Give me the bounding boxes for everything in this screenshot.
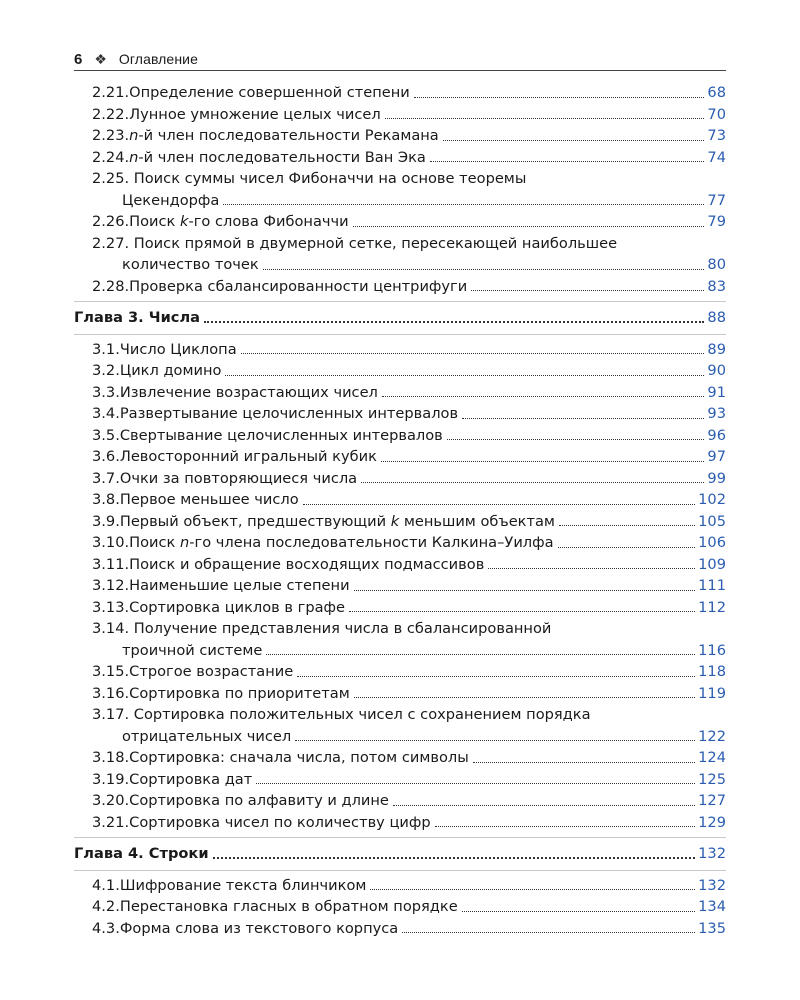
toc-entry[interactable]	[74, 875, 726, 897]
entry-title	[120, 468, 357, 490]
entry-title-wrap	[129, 211, 707, 233]
entry-title-text: Перестановка гласных в обратном порядке	[119, 898, 458, 915]
entry-number: 3.12.	[92, 577, 130, 594]
entry-title-variable: k	[390, 512, 400, 530]
entry-page-number[interactable]: 77	[707, 191, 726, 209]
toc-entry[interactable]	[74, 661, 726, 683]
entry-page-number[interactable]: 122	[698, 727, 726, 745]
entry-number: 3.21.	[92, 813, 130, 831]
toc-entry[interactable]	[74, 125, 726, 147]
entry-number: 2.26.	[92, 213, 130, 230]
entry-number: 3.19.	[92, 770, 130, 788]
entry-page-number[interactable]: 111	[698, 577, 726, 594]
entry-title-text: Лунное умножение целых чисел	[129, 105, 381, 123]
entry-page-number[interactable]: 80	[707, 256, 726, 273]
entry-title-wrap	[120, 425, 708, 447]
toc-entry[interactable]	[74, 554, 726, 576]
entry-title-text: Форма слова из текстового корпуса	[119, 919, 399, 937]
entry-title	[129, 532, 553, 554]
toc-entry-first-line	[92, 168, 726, 190]
entry-page-number[interactable]: 109	[698, 555, 726, 573]
toc-entry[interactable]	[74, 812, 726, 834]
entry-number: 3.6.	[92, 448, 120, 465]
entry-page-number[interactable]: 105	[698, 512, 726, 530]
entry-title	[129, 82, 410, 104]
dot-leader	[559, 525, 695, 526]
dot-leader	[204, 321, 704, 323]
entry-title-wrap	[129, 683, 698, 705]
entry-title	[120, 382, 378, 404]
dot-leader	[354, 590, 696, 591]
entry-title-wrap	[129, 597, 698, 619]
entry-number: 3.14.	[92, 620, 130, 637]
entry-title	[129, 812, 430, 834]
toc-entry-second-line	[92, 254, 726, 276]
dot-leader	[443, 140, 705, 141]
dot-leader	[353, 226, 705, 227]
entry-page-number[interactable]: 118	[698, 663, 726, 680]
toc-entry[interactable]	[74, 468, 726, 490]
entry-page-number[interactable]: 119	[698, 684, 726, 702]
toc-entry[interactable]	[74, 276, 726, 298]
entry-number: 3.7.	[92, 469, 120, 487]
chapter-page-number[interactable]: 132	[698, 845, 726, 862]
entry-title	[129, 125, 439, 147]
entry-number: 2.22.	[92, 105, 130, 123]
entry-number: 3.8.	[92, 491, 120, 508]
toc-entry[interactable]	[74, 790, 726, 812]
entry-title-variable: n	[180, 534, 190, 551]
toc-entry[interactable]	[74, 360, 726, 382]
entry-title	[129, 276, 467, 298]
page-number: 6	[74, 50, 83, 68]
dot-leader	[303, 504, 695, 505]
dot-leader	[295, 740, 695, 741]
entry-page-number[interactable]: 129	[698, 813, 726, 831]
entry-title-text: -й член последовательности Рекамана	[138, 127, 439, 144]
entry-title-text: Число Циклопа	[119, 340, 237, 358]
entry-title	[120, 339, 237, 361]
entry-title-wrap	[120, 511, 698, 533]
dot-leader	[462, 418, 704, 419]
entry-title-wrap	[129, 104, 707, 126]
entry-title-wrap	[129, 125, 707, 147]
entry-title-variable: n	[129, 148, 139, 166]
entry-title-text: -го слова Фибоначчи	[188, 213, 349, 230]
entry-title	[129, 211, 348, 233]
entry-title-wrap	[129, 147, 707, 169]
entry-number: 3.2.	[92, 362, 120, 379]
entry-title-text: Сортировка чисел по количеству цифр	[129, 813, 431, 831]
running-title: Оглавление	[118, 51, 198, 67]
entry-title	[120, 446, 377, 468]
toc-entry[interactable]	[74, 425, 726, 447]
entry-title	[120, 896, 458, 918]
toc-entry[interactable]	[74, 918, 726, 940]
dot-leader	[462, 911, 695, 912]
entry-title-text: Проверка сбалансированности центрифуги	[129, 277, 468, 295]
entry-title-wrap	[120, 918, 698, 940]
dot-leader	[361, 482, 704, 483]
entry-title-wrap	[120, 382, 708, 404]
toc-entry[interactable]	[74, 403, 726, 425]
dot-leader	[402, 932, 695, 933]
entry-number: 3.1.	[92, 340, 120, 358]
entry-title-text: Первое меньшее число	[119, 491, 299, 508]
entry-number: 2.24.	[92, 148, 130, 166]
entry-title-wrap	[120, 339, 708, 361]
toc-entry[interactable]	[74, 683, 726, 705]
entry-title-line-2: отрицательных чисел	[122, 727, 292, 745]
entry-number: 2.21.	[92, 84, 130, 101]
toc-entry[interactable]	[74, 489, 726, 511]
entry-title	[120, 918, 398, 940]
entry-number: 3.20.	[92, 792, 130, 809]
entry-title-text: Поиск и обращение восходящих подмассивов	[129, 555, 485, 573]
entry-title-line-1: Получение представления числа в сбалансированной	[133, 620, 552, 637]
entry-title-wrap	[120, 446, 708, 468]
dot-leader	[435, 826, 696, 827]
entry-title-wrap	[129, 575, 698, 597]
entry-page-number[interactable]: 83	[707, 277, 726, 295]
entry-title	[129, 554, 484, 576]
entry-title-text: Свертывание целочисленных интервалов	[119, 426, 443, 444]
entry-number: 3.3.	[92, 383, 120, 401]
dot-leader	[382, 396, 705, 397]
entry-title-line-2: троичной системе	[122, 641, 263, 659]
toc-entry[interactable]	[74, 147, 726, 169]
chapter-title: Глава 4. Строки	[74, 845, 209, 862]
toc-entry[interactable]	[74, 769, 726, 791]
toc-entry[interactable]	[74, 597, 726, 619]
entry-title-wrap	[120, 468, 708, 490]
entry-title-prefix: Первый объект, предшествующий	[119, 512, 391, 530]
dot-leader	[213, 857, 696, 859]
dot-leader	[558, 547, 696, 548]
entry-title-line-1: Поиск прямой в двумерной сетке, пересекающей наибольшее	[133, 234, 618, 252]
entry-title-text: Очки за повторяющиеся числа	[119, 469, 358, 487]
entry-title-text: Сортировка циклов в графе	[129, 598, 345, 616]
toc-entry[interactable]	[74, 104, 726, 126]
toc-entry[interactable]	[74, 168, 726, 211]
entry-page-number[interactable]: 99	[707, 469, 726, 487]
entry-page-number[interactable]: 132	[698, 876, 726, 894]
entry-page-number[interactable]: 74	[707, 148, 726, 166]
entry-page-number[interactable]: 91	[707, 383, 726, 401]
dot-leader	[385, 118, 705, 119]
entry-title-line-1: Поиск суммы чисел Фибоначчи на основе теоремы	[133, 170, 527, 187]
chapter-title: Глава 3. Числа	[74, 309, 200, 326]
toc-entry-second-line	[92, 640, 726, 662]
dot-leader	[256, 783, 695, 784]
toc-section-chapter-3	[74, 339, 726, 834]
entry-title-wrap	[129, 661, 698, 683]
dot-leader	[471, 290, 704, 291]
entry-number: 3.16.	[92, 684, 130, 702]
entry-number: 3.13.	[92, 598, 130, 616]
entry-title-wrap	[120, 403, 708, 425]
entry-title	[120, 425, 443, 447]
toc-entry[interactable]	[74, 618, 726, 661]
entry-title-wrap	[129, 276, 707, 298]
toc-entry[interactable]	[74, 446, 726, 468]
toc-entry[interactable]	[74, 233, 726, 276]
toc-entry[interactable]	[74, 339, 726, 361]
dot-leader	[381, 461, 705, 462]
entry-number: 3.18.	[92, 749, 130, 766]
entry-title-text: Левосторонний игральный кубик	[119, 448, 377, 465]
entry-title-text: -й член последовательности Ван Эка	[138, 148, 426, 166]
toc-entry-first-line	[92, 618, 726, 640]
entry-title-wrap	[129, 769, 698, 791]
entry-number: 3.10.	[92, 534, 130, 551]
entry-title	[129, 747, 469, 769]
toc-entry-first-line	[92, 233, 726, 255]
entry-page-number[interactable]: 79	[707, 213, 726, 230]
entry-title	[129, 769, 252, 791]
dot-leader	[263, 269, 705, 270]
entry-title-text: Сортировка: сначала числа, потом символы	[129, 749, 469, 766]
entry-number: 3.9.	[92, 512, 120, 530]
entry-title	[129, 597, 345, 619]
entry-number: 2.27.	[92, 234, 130, 252]
entry-page-number[interactable]: 134	[698, 898, 726, 915]
toc-entry-second-line	[92, 726, 726, 748]
entry-page-number[interactable]: 97	[707, 448, 726, 465]
entry-page-number[interactable]: 90	[707, 362, 726, 379]
toc-entry[interactable]	[74, 82, 726, 104]
entry-title-prefix: Поиск	[129, 213, 181, 230]
entry-title	[129, 104, 381, 126]
toc-entry[interactable]	[74, 747, 726, 769]
dot-leader	[447, 439, 705, 440]
entry-title-text: Развертывание целочисленных интервалов	[119, 405, 459, 422]
dot-leader	[354, 697, 695, 698]
entry-title-text: Сортировка по алфавиту и длине	[129, 792, 389, 809]
entry-number: 3.4.	[92, 405, 120, 422]
entry-number: 3.17.	[92, 706, 130, 723]
table-of-contents	[74, 82, 726, 939]
entry-page-number[interactable]: 116	[698, 641, 726, 659]
entry-page-number[interactable]: 124	[698, 749, 726, 766]
dot-leader	[241, 353, 705, 354]
entry-title-text: Сортировка по приоритетам	[129, 684, 350, 702]
entry-title-wrap	[120, 875, 698, 897]
entry-title-text: Цикл домино	[119, 362, 222, 379]
entry-title-text: Сортировка дат	[129, 770, 253, 788]
toc-entry[interactable]	[74, 382, 726, 404]
entry-page-number[interactable]: 89	[707, 340, 726, 358]
entry-page-number[interactable]: 93	[707, 405, 726, 422]
entry-title	[120, 875, 367, 897]
entry-title-wrap	[129, 82, 707, 104]
entry-title	[129, 147, 426, 169]
toc-chapter-4[interactable]	[74, 837, 726, 871]
entry-title	[120, 489, 299, 511]
entry-number: 3.11.	[92, 555, 130, 573]
entry-number: 2.25.	[92, 170, 130, 187]
toc-chapter-3[interactable]	[74, 301, 726, 335]
chapter-page-number[interactable]: 88	[707, 309, 726, 326]
entry-number: 2.28.	[92, 277, 130, 295]
toc-section-chapter-4	[74, 875, 726, 940]
dot-leader	[223, 204, 704, 205]
entry-title-wrap	[129, 532, 698, 554]
entry-number: 4.1.	[92, 876, 120, 894]
entry-page-number[interactable]: 106	[698, 534, 726, 551]
entry-title-line-1: Сортировка положительных чисел с сохранением порядка	[133, 706, 591, 723]
entry-title-wrap	[129, 790, 698, 812]
dot-leader	[297, 676, 695, 677]
toc-entry[interactable]	[74, 211, 726, 233]
entry-page-number[interactable]: 73	[707, 127, 726, 144]
dot-leader	[370, 889, 695, 890]
entry-title	[129, 683, 350, 705]
dot-leader	[414, 97, 705, 98]
entry-title-wrap	[120, 360, 708, 382]
dot-leader	[430, 161, 705, 162]
entry-title-text: Шифрование текста блинчиком	[119, 876, 367, 894]
toc-entry[interactable]	[74, 704, 726, 747]
entry-title-line-2: Цекендорфа	[122, 191, 220, 209]
entry-title-line-2: количество точек	[122, 256, 259, 273]
entry-title-wrap	[129, 812, 698, 834]
entry-title	[129, 661, 293, 683]
toc-entry[interactable]	[74, 575, 726, 597]
toc-entry[interactable]	[74, 511, 726, 533]
entry-number: 4.2.	[92, 898, 120, 915]
entry-title-variable: n	[129, 127, 139, 144]
entry-title-wrap	[129, 747, 698, 769]
entry-page-number[interactable]: 96	[707, 426, 726, 444]
entry-page-number[interactable]: 70	[707, 105, 726, 123]
entry-page-number[interactable]: 125	[698, 770, 726, 788]
entry-title-wrap	[120, 896, 698, 918]
entry-page-number[interactable]: 127	[698, 792, 726, 809]
entry-title	[120, 403, 458, 425]
dot-leader	[488, 568, 695, 569]
dot-leader	[349, 611, 695, 612]
entry-title-wrap	[120, 489, 698, 511]
entry-title-text: меньшим объектам	[399, 512, 555, 530]
diamond-ornament-icon: ❖	[94, 50, 107, 67]
entry-number: 4.3.	[92, 919, 120, 937]
entry-page-number[interactable]: 102	[698, 491, 726, 508]
entry-title-text: Наименьшие целые степени	[129, 577, 350, 594]
entry-page-number[interactable]: 135	[698, 919, 726, 937]
entry-page-number[interactable]: 68	[707, 84, 726, 101]
entry-number: 2.23.	[92, 127, 130, 144]
toc-entry[interactable]	[74, 896, 726, 918]
entry-title-prefix: Поиск	[129, 534, 181, 551]
toc-entry-first-line	[92, 704, 726, 726]
entry-title-text: Извлечение возрастающих чисел	[119, 383, 378, 401]
entry-title-text: Строгое возрастание	[129, 663, 294, 680]
entry-title-text: Определение совершенной степени	[129, 84, 410, 101]
entry-number: 3.15.	[92, 663, 130, 680]
entry-title-variable: k	[180, 213, 189, 230]
dot-leader	[473, 762, 695, 763]
toc-section-chapter-2	[74, 82, 726, 297]
entry-title	[129, 575, 349, 597]
page-header	[74, 48, 726, 71]
dot-leader	[393, 805, 695, 806]
entry-title	[120, 360, 222, 382]
entry-page-number[interactable]: 112	[698, 598, 726, 616]
entry-number: 3.5.	[92, 426, 120, 444]
dot-leader	[225, 375, 704, 376]
entry-title-wrap	[129, 554, 698, 576]
toc-entry[interactable]	[74, 532, 726, 554]
entry-title-text: -го члена последовательности Калкина–Уилфа	[189, 534, 554, 551]
entry-title	[129, 790, 389, 812]
dot-leader	[266, 654, 695, 655]
entry-title	[120, 511, 555, 533]
toc-entry-second-line	[92, 190, 726, 212]
